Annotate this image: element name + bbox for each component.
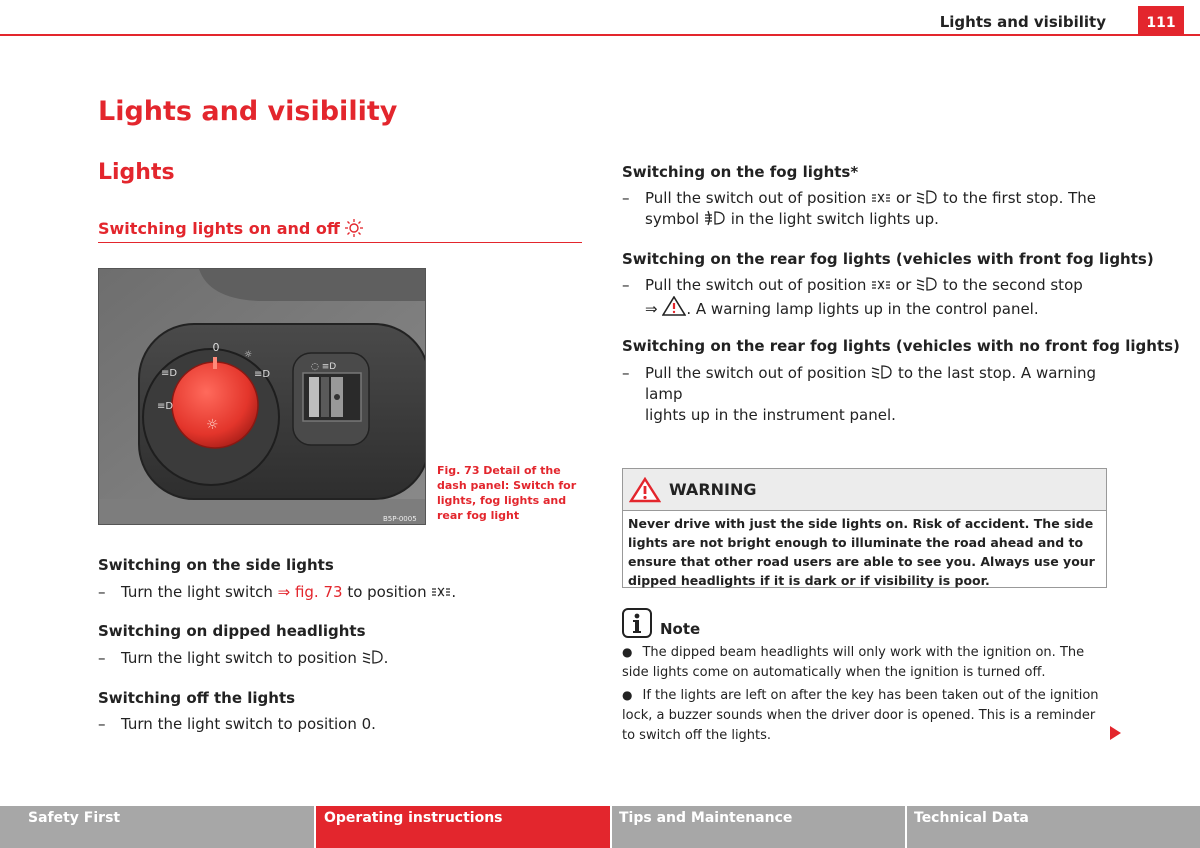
- list-dash: –: [98, 715, 106, 733]
- note-header: [622, 608, 700, 638]
- rear-fog-nofront-heading: Switching on the rear fog lights (vehicles with no front fog lights): [622, 337, 1180, 355]
- subsection-title: [98, 218, 364, 238]
- fog-text-1: Pull the switch out of position: [645, 189, 867, 207]
- fig-73-link[interactable]: ⇒ fig. 73: [277, 583, 343, 601]
- svg-text:≡D: ≡D: [157, 401, 174, 412]
- dipped-headlights-icon: [916, 189, 938, 205]
- light-bulb-icon: [344, 218, 364, 238]
- side-lights-icon: [871, 191, 891, 205]
- fog-light-icon: [704, 210, 726, 226]
- warning-text: Never drive with just the side lights on. Risk of accident. The side lights are not bright enough to illuminate the road ahead and to ensure that other road users are able to see you. Always use your dipped headlights if it is dark or if visibility is poor.: [628, 516, 1095, 588]
- reference-arrow: ⇒: [645, 300, 658, 318]
- figure-light-switch: [98, 268, 426, 525]
- dipped-step: – Turn the light switch to position .: [98, 649, 389, 667]
- dipped-headlights-icon: [871, 364, 893, 380]
- switch-position-0-label: 0: [212, 341, 220, 354]
- info-icon: [622, 608, 652, 638]
- side-lights-heading: Switching on the side lights: [98, 556, 334, 574]
- off-text: Turn the light switch to position 0.: [121, 715, 376, 733]
- figure-caption: Fig. 73 Detail of the dash panel: Switch for lights, fog lights and rear fog light: [437, 464, 577, 522]
- rear-fog-nofront-text-2: to the last stop. A warning lamp: [645, 364, 1097, 403]
- side-lights-text-after: to position: [342, 583, 427, 601]
- rear-fog-front-heading: Switching on the rear fog lights (vehicles with front fog lights): [622, 250, 1154, 268]
- note-paragraph-1: [622, 642, 1107, 683]
- note-text-2: If the lights are left on after the key has been taken out of the ignition lock, a buzzer sounds when the driver door is opened. This is a reminder to switch off the lights.: [622, 688, 1099, 743]
- bullet: ●: [622, 645, 633, 659]
- warning-triangle-icon: [629, 477, 661, 503]
- header-rule: [0, 34, 1200, 36]
- fog-heading: Switching on the fog lights*: [622, 163, 859, 181]
- rear-fog-front-step: [622, 275, 1107, 320]
- next-page-arrow-icon[interactable]: [1110, 726, 1121, 740]
- warning-box: [622, 468, 1107, 588]
- svg-text:≡D: ≡D: [161, 368, 178, 379]
- running-header-title: Lights and visibility: [939, 13, 1106, 31]
- side-lights-step: – Turn the light switch ⇒ fig. 73 to position .: [98, 583, 457, 601]
- fog-text-2: to the first stop. The: [942, 189, 1097, 207]
- svg-text:☼: ☼: [206, 417, 219, 433]
- chapter-title: Lights and visibility: [98, 96, 398, 127]
- footer-tab-tips-maintenance[interactable]: Tips and Maintenance: [612, 806, 905, 848]
- fog-or: or: [895, 189, 912, 207]
- rear-fog-front-or: or: [895, 276, 912, 294]
- list-dash: –: [622, 276, 630, 294]
- rear-fog-nofront-step: [622, 363, 1107, 426]
- page-number: 111: [1138, 6, 1184, 36]
- rear-fog-nofront-text-1: Pull the switch out of position: [645, 364, 867, 382]
- bullet: ●: [622, 688, 633, 702]
- list-dash: –: [98, 649, 106, 667]
- footer-tab-technical-data[interactable]: Technical Data: [907, 806, 1200, 848]
- footer-tab-operating-instructions[interactable]: Operating instructions: [316, 806, 610, 848]
- footer-navigation: [0, 806, 1200, 848]
- side-lights-icon: [431, 585, 451, 599]
- warning-triangle-icon[interactable]: [662, 296, 686, 316]
- side-lights-icon: [871, 278, 891, 292]
- list-dash: –: [622, 189, 630, 207]
- subsection-rule: [98, 242, 582, 243]
- rear-fog-nofront-text-3: lights up in the instrument panel.: [645, 406, 896, 424]
- rear-fog-front-text-3: . A warning lamp lights up in the control panel.: [686, 300, 1039, 318]
- dipped-heading: Switching on dipped headlights: [98, 622, 366, 640]
- rear-fog-front-text-1: Pull the switch out of position: [645, 276, 867, 294]
- fog-step: [622, 188, 1107, 230]
- fog-text-4: in the light switch lights up.: [730, 210, 939, 228]
- svg-text:☼: ☼: [244, 350, 253, 360]
- note-paragraph-2: [622, 685, 1107, 746]
- svg-text:◌ ≡D: ◌ ≡D: [311, 362, 337, 372]
- subsection-title-text: Switching lights on and off: [98, 218, 340, 238]
- note-title: Note: [660, 620, 701, 638]
- section-title: Lights: [98, 160, 175, 185]
- list-dash: –: [98, 583, 106, 601]
- dipped-headlights-icon: [916, 276, 938, 292]
- side-lights-text: Turn the light switch: [121, 583, 278, 601]
- off-step: [98, 714, 582, 735]
- list-dash: –: [622, 364, 630, 382]
- figure-code: B5P-0005: [383, 515, 417, 523]
- svg-text:≡D: ≡D: [254, 369, 271, 380]
- dipped-headlights-icon: [362, 649, 384, 665]
- warning-header: [623, 469, 1106, 511]
- dipped-text: Turn the light switch to position: [121, 649, 357, 667]
- note-text-1: The dipped beam headlights will only work with the ignition on. The side lights come on automatically when the ignition is turned off.: [622, 645, 1085, 680]
- off-heading: Switching off the lights: [98, 689, 296, 707]
- fog-text-3: symbol: [645, 210, 700, 228]
- footer-tab-safety-first[interactable]: Safety First: [0, 806, 314, 848]
- warning-title: WARNING: [669, 480, 757, 499]
- light-switch-illustration: [99, 269, 426, 525]
- rear-fog-front-text-2: to the second stop: [942, 276, 1083, 294]
